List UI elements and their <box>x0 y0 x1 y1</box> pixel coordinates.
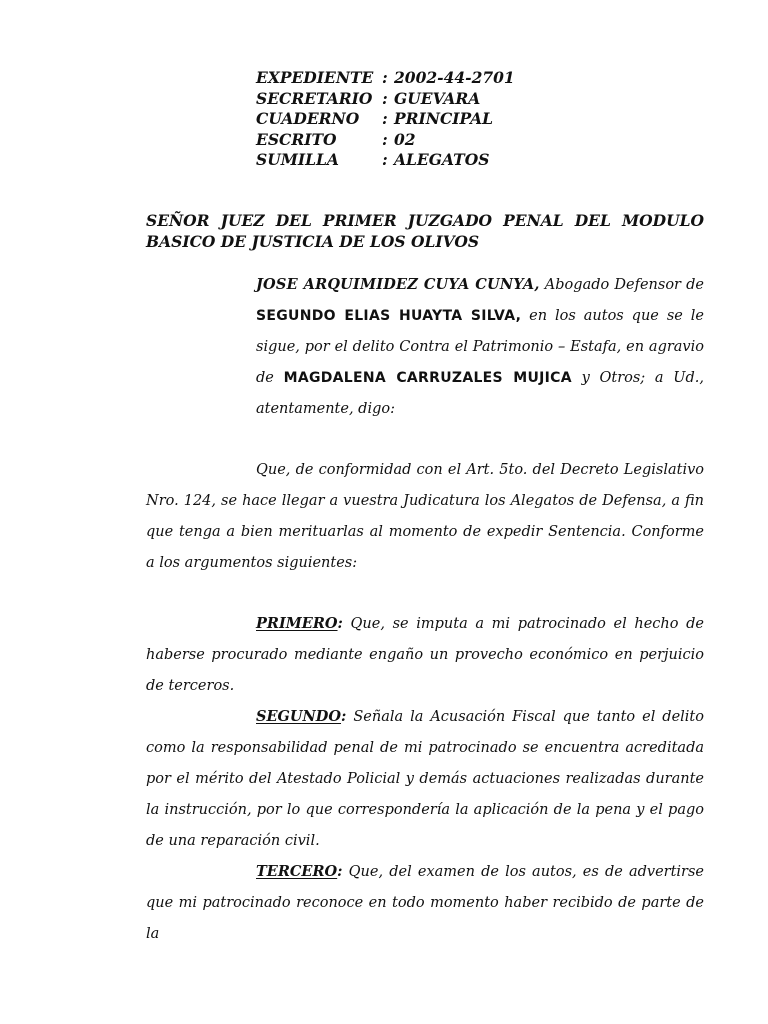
client-name: SEGUNDO ELIAS HUAYTA SILVA, <box>256 308 522 324</box>
section-label: SEGUNDO <box>256 708 342 725</box>
intro-text: y Otros; a Ud., atentamente, digo: <box>256 370 704 417</box>
section-label: PRIMERO <box>256 615 338 632</box>
section-text: Que, se imputa a mi patrocinado el hecho de haberse procurado mediante engaño un provecho económico en perjuicio de terceros. <box>146 616 704 694</box>
header-row-sumilla <box>256 150 515 171</box>
lawyer-name: JOSE ARQUIMIDEZ CUYA CUNYA, <box>256 276 540 293</box>
intro-text: Abogado Defensor de <box>539 277 704 293</box>
header-separator: : <box>382 109 388 129</box>
header-separator: : <box>382 68 388 87</box>
header-key: ESCRITO <box>256 129 337 149</box>
header-row-secretario <box>256 89 515 110</box>
intro-text: en los autos que se le sigue, por el delito Contra el Patrimonio – Estafa, en agravio de <box>256 308 704 386</box>
section-label: TERCERO <box>256 863 338 880</box>
addressee-heading: SEÑOR JUEZ DEL PRIMER JUZGADO PENAL DEL MODULO BASICO DE JUSTICIA DE LOS OLIVOS <box>146 211 704 251</box>
header-key: EXPEDIENTE <box>256 68 374 87</box>
section-colon: : <box>337 615 343 632</box>
header-separator: : <box>382 129 388 149</box>
intro-paragraph <box>256 269 704 425</box>
header-value: 2002-44-2701 <box>394 68 515 87</box>
section-segundo <box>146 701 704 857</box>
header-key: SUMILLA <box>256 150 339 170</box>
header-value: PRINCIPAL <box>394 109 493 129</box>
header-row-escrito <box>256 130 515 151</box>
header-separator: : <box>382 88 388 108</box>
case-header <box>256 68 515 171</box>
section-tercero <box>146 856 704 950</box>
header-key: SECRETARIO <box>256 88 373 108</box>
header-row-cuaderno <box>256 109 515 130</box>
header-value: GUEVARA <box>394 88 481 108</box>
header-row-expediente <box>256 68 515 89</box>
victim-name: MAGDALENA CARRUZALES MUJICA <box>283 370 572 386</box>
section-text: Que, del examen de los autos, es de advertirse que mi patrocinado reconoce en todo momento haber recibido de parte de la <box>146 864 704 942</box>
header-key: CUADERNO <box>256 109 360 129</box>
paragraph-que: Que, de conformidad con el Art. 5to. del Decreto Legislativo Nro. 124, se hace llegar a vuestra Judicatura los Alegatos de Defensa, a fin que tenga a bien merituarlas al momento de expedir Sentencia. Conforme a los argumentos siguientes: <box>146 462 704 571</box>
section-colon: : <box>337 863 343 880</box>
header-value: 02 <box>394 129 416 149</box>
section-colon: : <box>341 708 347 725</box>
section-text: Señala la Acusación Fiscal que tanto el delito como la responsabilidad penal de mi patrocinado se encuentra acreditada por el mérito del Atestado Policial y demás actuaciones realizadas durante la instrucción, por lo que correspondería la aplicación de la pena y el pago de una reparación civil. <box>146 709 704 849</box>
section-primero <box>146 608 704 702</box>
header-value: ALEGATOS <box>394 150 490 170</box>
header-separator: : <box>382 150 388 170</box>
